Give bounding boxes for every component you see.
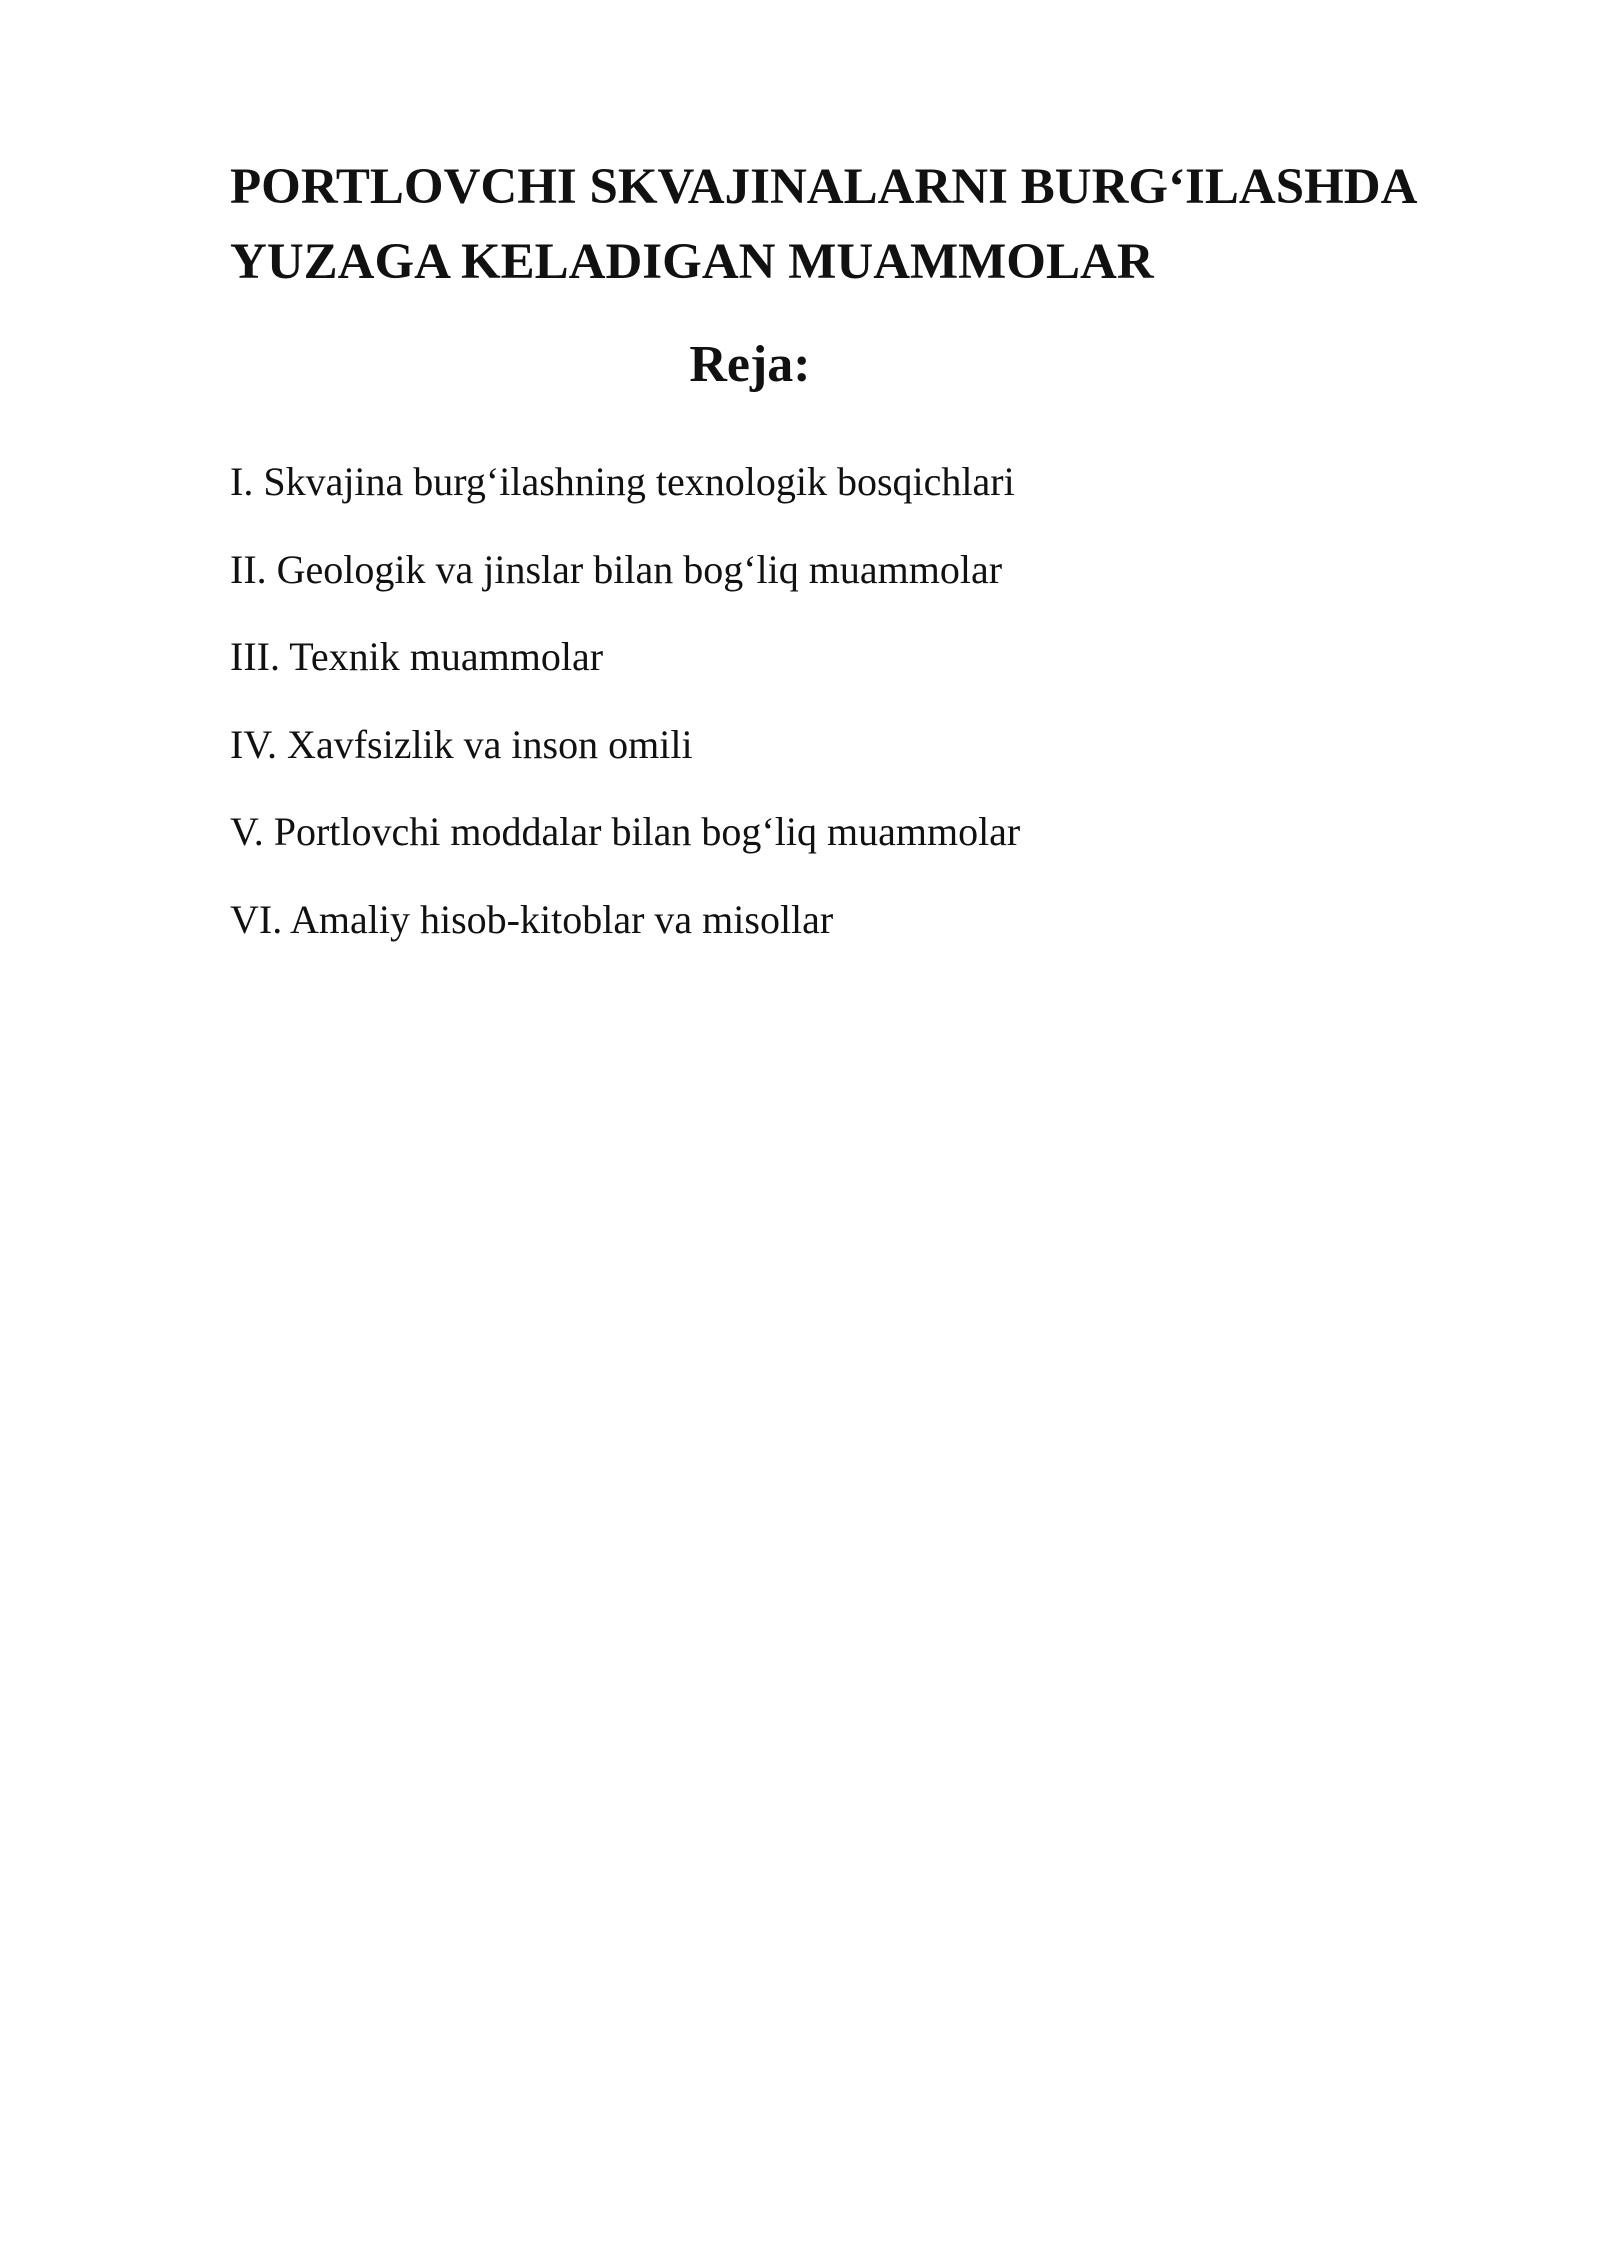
document-title-line-2: YUZAGA KELADIGAN MUAMMOLAR bbox=[230, 234, 1154, 290]
plan-item-4: IV. Xavfsizlik va inson omili bbox=[230, 721, 693, 767]
plan-item-5: V. Portlovchi moddalar bilan bog‘liq muammolar bbox=[230, 809, 1021, 854]
plan-item-6: VI. Amaliy hisob-kitoblar va misollar bbox=[230, 896, 834, 942]
plan-item-3: III. Texnik muammolar bbox=[230, 634, 604, 679]
plan-list bbox=[230, 438, 1020, 963]
document-title bbox=[230, 150, 1530, 300]
document-title-line-1: PORTLOVCHI SKVAJINALARNI BURG‘ILASHDA bbox=[230, 159, 1418, 215]
plan-item-1: I. Skvajina burg‘ilashning texnologik bosqichlari bbox=[230, 459, 1015, 504]
plan-heading: Reja: bbox=[689, 336, 811, 393]
plan-item-2: II. Geologik va jinslar bilan bog‘liq muammolar bbox=[230, 546, 1003, 592]
